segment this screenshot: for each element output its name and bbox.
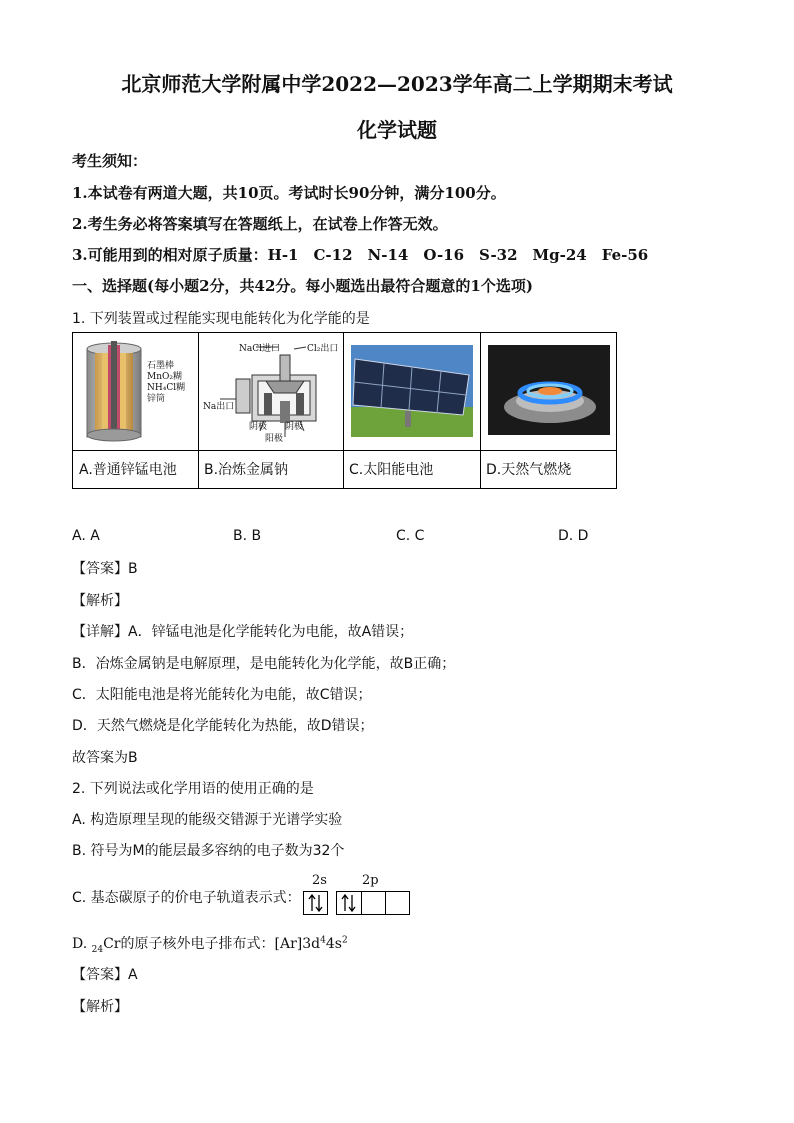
choice-d: D. D xyxy=(558,528,589,544)
cell-label-cathode: 阴极 xyxy=(249,422,268,432)
detail-line: B．冶炼金属钠是电解原理，是电能转化为化学能，故B正确； xyxy=(72,656,456,672)
cell-label-cathode: 阴极 xyxy=(285,422,304,432)
gas-stove-flame-image xyxy=(488,345,610,435)
detail-line: D．天然气燃烧是化学能转化为热能，故D错误； xyxy=(72,718,374,734)
figure-caption-b: B.冶炼金属钠 xyxy=(204,462,289,478)
section-heading: 一、选择题(每小题2分，共42分。每小题选出最符合题意的1个选项) xyxy=(72,277,533,295)
answer-label: 【答案】B xyxy=(72,561,138,577)
analysis-label: 【解析】 xyxy=(72,999,128,1015)
battery-label: NH₄Cl糊 xyxy=(147,383,186,393)
orbital-box-2s xyxy=(303,891,328,915)
orbital-label-2p: 2p xyxy=(362,873,379,888)
option-a: A. 构造原理呈现的能级交错源于光谱学实验 xyxy=(72,812,343,828)
battery-label: MnO₂糊 xyxy=(147,372,182,382)
figure-caption-a: A.普通锌锰电池 xyxy=(79,462,177,478)
notice-heading: 考生须知： xyxy=(72,152,148,170)
cell-label-nacl-in: NaCl进口 xyxy=(239,344,281,354)
cell-label-anode: 阳极 xyxy=(265,434,284,444)
battery-label: 锌筒 xyxy=(147,394,166,404)
detail-line: 故答案为B xyxy=(72,750,138,766)
option-c: C. 基态碳原子的价电子轨道表示式： xyxy=(72,890,301,906)
battery-label: 石墨棒 xyxy=(147,361,175,371)
figure-caption-d: D.天然气燃烧 xyxy=(486,462,572,478)
solar-panel-image xyxy=(351,345,473,437)
option-d: D. $_{24}$Cr的原子核外电子排布式：$[Ar]3d^44s^2$ xyxy=(72,935,348,955)
notice-item: 2.考生务必将答案填写在答题纸上，在试卷上作答无效。 xyxy=(72,215,448,233)
figure-caption-c: C.太阳能电池 xyxy=(349,462,434,478)
orbital-boxes-2p xyxy=(336,891,410,915)
page-subtitle: 化学试题 xyxy=(357,118,437,142)
question-1-stem: 1. 下列装置或过程能实现电能转化为化学能的是 xyxy=(72,311,370,327)
question-2-stem: 2. 下列说法或化学用语的使用正确的是 xyxy=(72,781,314,797)
detail-line: 【详解】A．锌锰电池是化学能转化为电能，故A错误； xyxy=(72,624,414,640)
cell-label-cl2-out: Cl₂出口 xyxy=(307,344,339,354)
choice-c: C. C xyxy=(396,528,425,544)
page-title: 北京师范大学附属中学2022—2023学年高二上学期期末考试 xyxy=(121,72,673,96)
question-1-figure-table xyxy=(72,332,617,489)
notice-item: 1.本试卷有两道大题，共10页。考试时长90分钟，满分100分。 xyxy=(72,184,506,202)
option-b: B. 符号为M的能层最多容纳的电子数为32个 xyxy=(72,843,345,859)
notice-item: 3.可能用到的相对原子质量：H-1 C-12 N-14 O-16 S-32 Mg-24 Fe-56 xyxy=(72,246,649,264)
analysis-label: 【解析】 xyxy=(72,593,128,609)
answer-label: 【答案】A xyxy=(72,967,138,983)
choice-a: A. A xyxy=(72,528,100,544)
cell-label-na-out: Na出口 xyxy=(203,402,235,412)
orbital-label-2s: 2s xyxy=(312,873,327,888)
detail-line: C．太阳能电池是将光能转化为电能，故C错误； xyxy=(72,687,372,703)
choice-b: B. B xyxy=(233,528,262,544)
